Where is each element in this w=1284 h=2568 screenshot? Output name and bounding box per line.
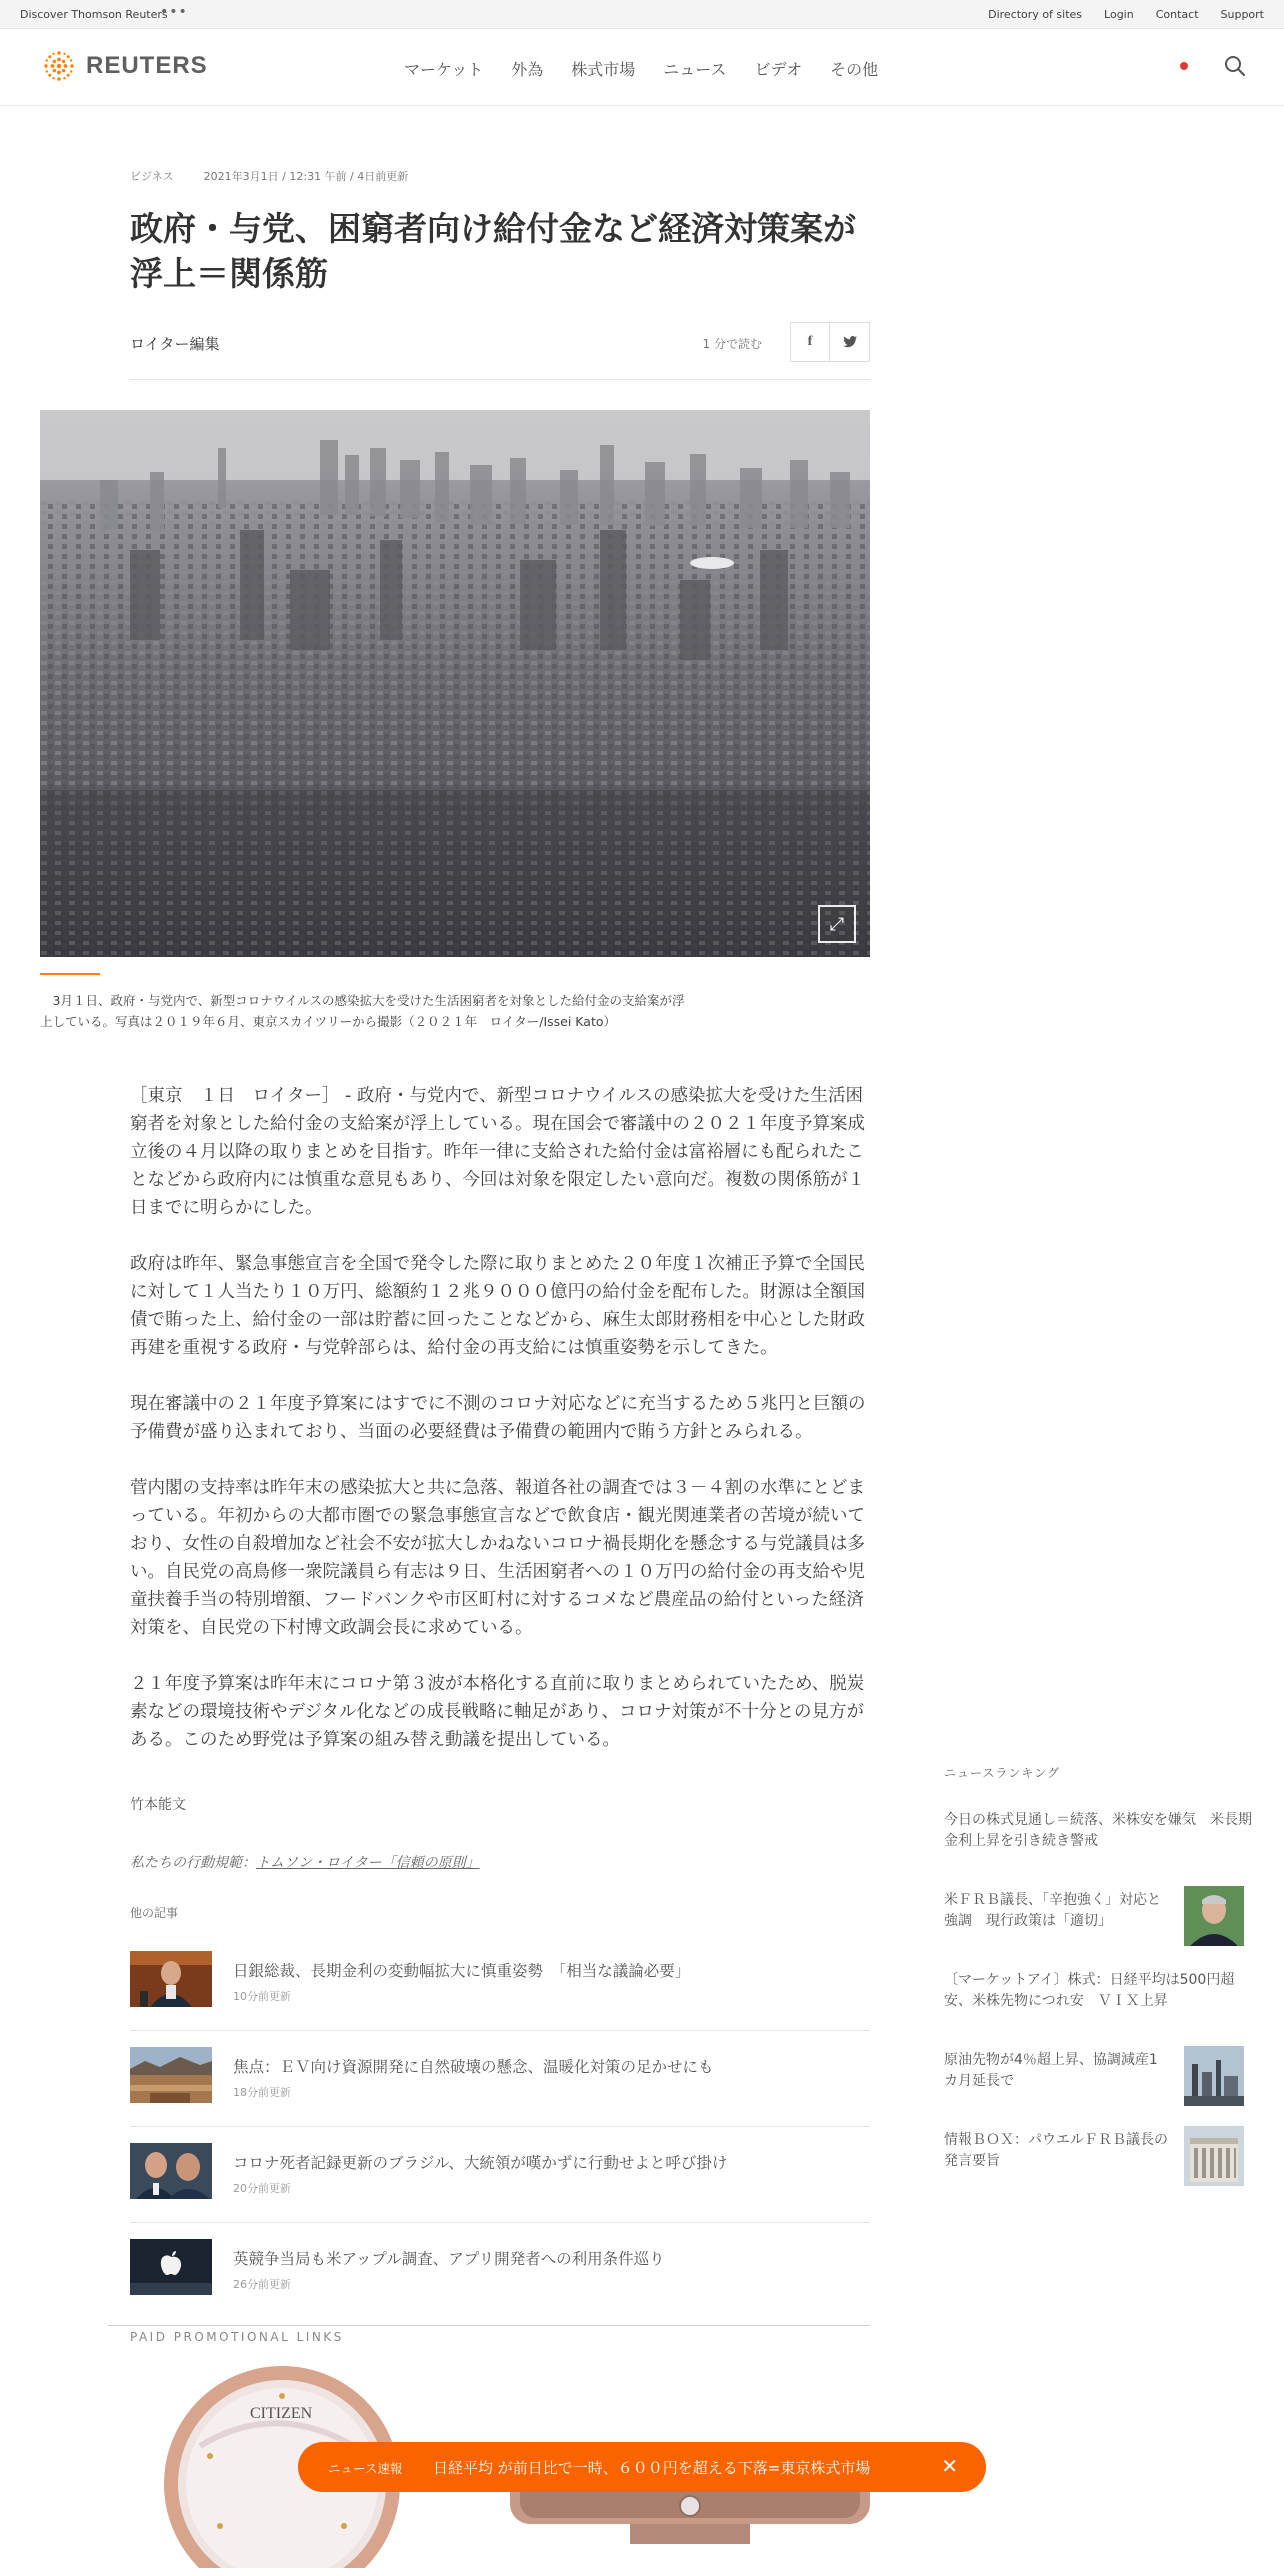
share-facebook-button[interactable] [790, 322, 830, 362]
breaking-news-bar[interactable] [298, 2442, 986, 2492]
hero-image-graphic [40, 410, 870, 957]
caption-accent-rule [40, 973, 100, 975]
ranking-item-thumbnail[interactable] [1184, 1886, 1244, 1946]
nav-item-video[interactable]: ビデオ [754, 60, 803, 79]
other-article-thumbnail[interactable] [130, 2239, 212, 2295]
directory-of-sites-link[interactable]: Directory of sites [988, 8, 1083, 21]
brazil-president-photo [130, 2143, 212, 2199]
ranking-item-title[interactable]: 米ＦＲＢ議長、「辛抱強く」対応と強調 現行政策は「適切」 [944, 1892, 1161, 1929]
ranking-item[interactable] [944, 1880, 1244, 1960]
article-paragraph: ［東京 １日 ロイター］ - 政府・与党内で、新型コロナウイルスの感染拡大を受けた生活困窮者を対象とした給付金の支給案が浮上している。現在国会で審議中の２０２１年度予算案成立後の４月以降の取りまとめを目指す。昨年一律に支給された給付金は富裕層にも配られたことなどから政府内には慎重な意見もあり、今回は対象を限定したい意向だ。複数の関係筋が１日までに明らかにした。 [130, 1086, 865, 1218]
japan-edition-flag-icon[interactable] [1180, 62, 1188, 70]
ranking-item-title[interactable]: 原油先物が4％超上昇、協調減産1カ月延長で [944, 2052, 1158, 2089]
article-date: 2021年3月1日 / 12:31 午前 / 4日前更新 [203, 170, 409, 183]
article-author: 竹本能文 [130, 1797, 186, 1813]
more-sites-icon[interactable]: ••• [160, 4, 188, 20]
fed-chair-photo [1184, 1886, 1244, 1946]
other-article-time: 26分前更新 [233, 2278, 291, 2291]
facebook-icon: f [807, 334, 813, 349]
ranking-item[interactable] [944, 1960, 1244, 2040]
other-article-time: 20分前更新 [233, 2182, 291, 2195]
read-time: 1 分で読む [702, 337, 762, 351]
other-articles-list [130, 1935, 870, 2319]
fed-building-photo [1184, 2126, 1244, 2186]
oil-refinery-photo [1184, 2046, 1244, 2106]
top-utility-bar [0, 0, 1284, 29]
ranking-item[interactable] [944, 2040, 1244, 2120]
other-article-item[interactable] [130, 2223, 870, 2319]
ranking-item-thumbnail[interactable] [1184, 2046, 1244, 2106]
breaking-news-tag: ニュース速報 [328, 2461, 403, 2476]
other-article-title[interactable]: 焦点：ＥＶ向け資源開発に自然破壊の懸念、温暖化対策の足かせにも [233, 2058, 714, 2076]
watch-brand-text: CITIZEN [250, 2405, 313, 2422]
ranking-item-title[interactable]: 〔マーケットアイ〕株式：日経平均は500円超安、米株先物につれ安 ＶＩＸ上昇 [944, 1972, 1235, 2009]
other-article-thumbnail[interactable] [130, 2047, 212, 2103]
mining-landscape-photo [130, 2047, 212, 2103]
ranking-item-title[interactable]: 今日の株式見通し＝続落、米株安を嫌気 米長期金利上昇を引き続き警戒 [944, 1812, 1252, 1849]
nav-item-markets[interactable]: マーケット [404, 60, 484, 79]
support-link[interactable]: Support [1220, 8, 1264, 21]
close-icon[interactable]: ✕ [941, 2454, 958, 2478]
utility-links [988, 8, 1264, 21]
article-paragraph: 現在審議中の２１年度予算案にはすでに不測のコロナ対応などに充当するため５兆円と巨額の予備費が盛り込まれており、当面の必要経費は予備費の範囲内で賄う方針とみられる。 [130, 1394, 866, 1442]
article-meta [130, 168, 408, 184]
trust-principles [130, 1852, 480, 1872]
reuters-wordmark: REUTERS [86, 52, 208, 79]
login-link[interactable]: Login [1104, 8, 1134, 21]
nav-item-news[interactable]: ニュース [663, 60, 727, 79]
other-article-thumbnail[interactable] [130, 1951, 212, 2007]
ranking-item[interactable] [944, 2120, 1244, 2200]
main-navigation [0, 29, 1284, 106]
article-paragraph: 政府は昨年、緊急事態宣言を全国で発令した際に取りまとめた２０年度１次補正予算で全国民に対して１人当たり１０万円、総額約１２兆９０００億円の給付金を配布した。財源は全額国債で賄った上、給付金の一部は貯蓄に回ったことなどから、麻生太郎財務相を中心とした財政再建を重視する政府・与党幹部らは、給付金の再支給には慎重姿勢を示してきた。 [130, 1254, 865, 1358]
twitter-icon [843, 336, 857, 348]
article-body [130, 1082, 870, 1782]
article-headline: 政府・与党、困窮者向け給付金など経済対策案が浮上＝関係筋 [130, 209, 856, 293]
nav-item-stocks[interactable]: 株式市場 [571, 60, 636, 79]
ranking-item-title[interactable]: 情報ＢＯＸ：パウエルＦＲＢ議長の発言要旨 [944, 2132, 1168, 2169]
contact-link[interactable]: Contact [1155, 8, 1199, 21]
other-article-item[interactable] [130, 1935, 870, 2031]
nav-right-tools [1180, 55, 1246, 77]
apple-logo-photo [130, 2239, 212, 2295]
image-caption: 3月１日、政府・与党内で、新型コロナウイルスの感染拡大を受けた生活困窮者を対象とした給付金の支給案が浮上している。写真は２０１９年６月、東京スカイツリーから撮影（２０２１年 ロイター/Issei Kato） [40, 993, 685, 1029]
nav-item-more[interactable]: その他 [830, 60, 879, 79]
principles-prefix: 私たちの行動規範： [130, 1855, 256, 1871]
other-article-title[interactable]: 英競争当局も米アップル調査、アプリ開発者への利用条件巡り [233, 2250, 665, 2268]
ranking-item[interactable] [944, 1800, 1252, 1880]
trust-principles-link[interactable]: トムソン・ロイター「信頼の原則」 [256, 1855, 480, 1871]
nav-item-forex[interactable]: 外為 [511, 60, 544, 79]
other-article-item[interactable] [130, 2031, 870, 2127]
share-twitter-button[interactable] [830, 322, 870, 362]
reuters-logo[interactable] [40, 47, 208, 85]
breaking-news-text[interactable]: 日経平均 が前日比で一時、６００円を超える下落=東京株式市場 [433, 2459, 871, 2477]
reuters-logo-icon [40, 47, 78, 85]
article-paragraph: 菅内閣の支持率は昨年末の感染拡大と共に急落、報道各社の調査では３－４割の水準にとどまっている。年初からの大都市圏での緊急事態宣言などで飲食店・観光関連業者の苦境が続いており、女性の自殺増加など社会不安が拡大しかねないコロナ禍長期化を懸念する与党議員は多い。自民党の高鳥修一衆院議員ら有志は９日、生活困窮者への１０万円の給付金の再支給や児童扶養手当の特別増額、フードバンクや市区町村に対するコメなど農産品の給付といった経済対策を、自民党の下村博文政調会長に求めている。 [130, 1478, 865, 1638]
other-article-time: 18分前更新 [233, 2086, 291, 2099]
other-article-item[interactable] [130, 2127, 870, 2223]
boj-governor-photo [130, 1951, 212, 2007]
other-article-title[interactable]: コロナ死者記録更新のブラジル、大統領が嘆かずに行動せよと呼び掛け [233, 2154, 728, 2172]
news-ranking-label: ニュースランキング [944, 1766, 1061, 1780]
search-icon[interactable] [1224, 55, 1246, 77]
discover-thomson-reuters-link[interactable]: Discover Thomson Reuters [20, 8, 168, 21]
other-articles-label: 他の記事 [130, 1906, 179, 1920]
other-article-thumbnail[interactable] [130, 2143, 212, 2199]
ranking-item-thumbnail[interactable] [1184, 2126, 1244, 2186]
news-ranking-list [944, 1800, 1252, 2200]
article-paragraph: ２１年度予算案は昨年末にコロナ第３波が本格化する直前に取りまとめられていたため、脱炭素などの環境技術やデジタル化などの成長戦略に軸足があり、コロナ対策が不十分との見方がある。このため野党は予算案の組み替え動議を提出している。 [130, 1674, 865, 1750]
hero-image-tokyo-cityscape[interactable] [40, 410, 870, 957]
nav-menu [404, 57, 906, 80]
article-byline: ロイター編集 [130, 335, 220, 353]
other-article-title[interactable]: 日銀総裁、長期金利の変動幅拡大に慎重姿勢 「相当な議論必要」 [233, 1962, 691, 1980]
paid-links-label: PAID PROMOTIONAL LINKS [130, 2330, 344, 2344]
paid-links-divider [108, 2325, 870, 2326]
expand-image-icon[interactable]: ⤢ [818, 905, 856, 943]
article-section[interactable]: ビジネス [130, 170, 174, 183]
byline-row [130, 322, 870, 380]
other-article-time: 10分前更新 [233, 1990, 291, 2003]
